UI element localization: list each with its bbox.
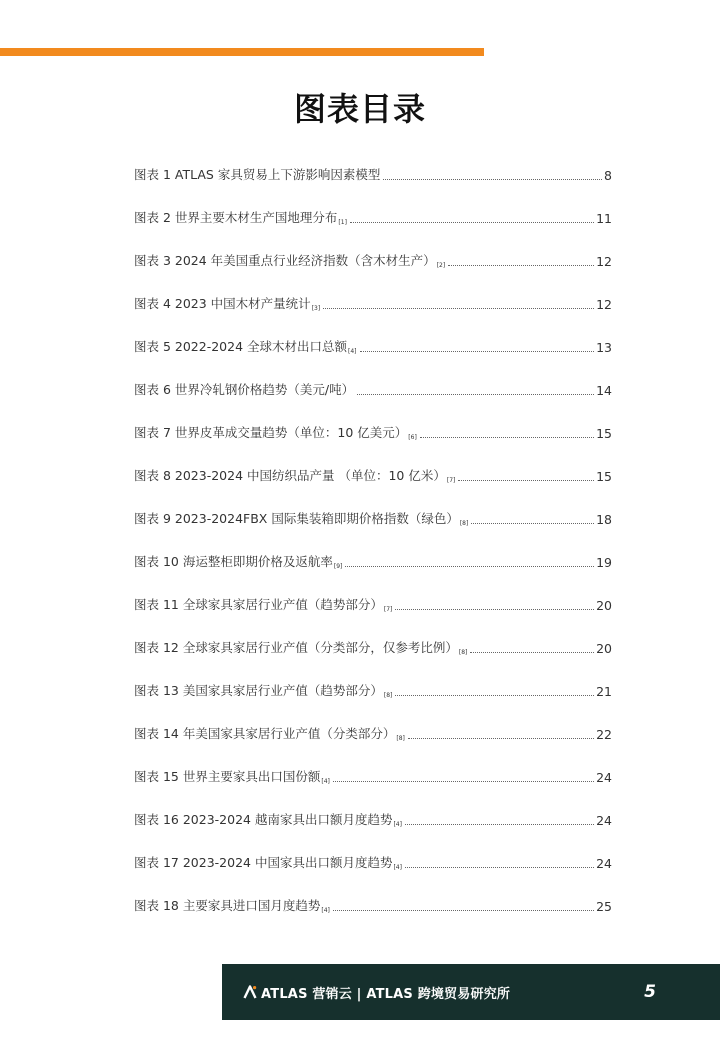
toc-entry[interactable] — [134, 711, 612, 754]
toc-dot-leader — [405, 824, 594, 825]
toc-entry-label: 图表 9 2023-2024FBX 国际集装箱即期价格指数（绿色） — [134, 511, 459, 526]
toc-entry[interactable] — [134, 797, 612, 840]
toc-entry-label: 图表 13 美国家具家居行业产值（趋势部分） — [134, 683, 383, 698]
toc-dot-leader — [395, 609, 594, 610]
toc-entry[interactable] — [134, 281, 612, 324]
toc-entry-label: 图表 11 全球家具家居行业产值（趋势部分） — [134, 597, 383, 612]
toc-entry-citation: [4] — [321, 907, 330, 914]
toc-entry-page: 11 — [596, 211, 612, 226]
toc-entry-label: 图表 8 2023-2024 中国纺织品产量 （单位：10 亿米） — [134, 468, 446, 483]
toc-dot-leader — [420, 437, 594, 438]
toc-entry-citation: [2] — [436, 262, 446, 269]
toc-dot-leader — [448, 265, 594, 266]
toc-entry-page: 14 — [596, 383, 612, 398]
toc-entry-citation: [8] — [458, 649, 468, 656]
atlas-logo-icon — [242, 984, 258, 1000]
toc-dot-leader — [360, 351, 595, 352]
toc-entry-page: 21 — [596, 684, 612, 699]
toc-entry-page: 20 — [596, 598, 612, 613]
toc-entry-citation: [4] — [393, 821, 402, 828]
toc-entry-page: 20 — [596, 641, 612, 656]
toc-dot-leader — [458, 480, 594, 481]
toc-entry-label: 图表 3 2024 年美国重点行业经济指数（含木材生产） — [134, 253, 436, 268]
toc-entry[interactable] — [134, 496, 612, 539]
toc-entry[interactable] — [134, 238, 612, 281]
toc-entry-citation: [8] — [396, 735, 405, 742]
toc-entry-label: 图表 1 ATLAS 家具贸易上下游影响因素模型 — [134, 167, 381, 182]
toc-entry[interactable] — [134, 883, 612, 926]
toc-dot-leader — [408, 738, 594, 739]
toc-dot-leader — [333, 781, 594, 782]
toc-entry-label: 图表 18 主要家具进口国月度趋势 — [134, 898, 321, 913]
toc-entry-label: 图表 2 世界主要木材生产国地理分布 — [134, 210, 338, 225]
toc-entry-page: 19 — [596, 555, 612, 570]
toc-entry[interactable] — [134, 195, 612, 238]
toc-entry[interactable] — [134, 840, 612, 883]
toc-dot-leader — [470, 652, 594, 653]
toc-entry-citation: [7] — [446, 477, 456, 484]
toc-dot-leader — [405, 867, 594, 868]
toc-entry-label: 图表 16 2023-2024 越南家具出口额月度趋势 — [134, 812, 393, 827]
toc-entry-page: 22 — [596, 727, 612, 742]
toc-entry-page: 24 — [596, 813, 612, 828]
toc-entry[interactable] — [134, 453, 612, 496]
toc-entry[interactable] — [134, 367, 612, 410]
toc-entry-citation: [4] — [393, 864, 402, 871]
toc-entry[interactable] — [134, 324, 612, 367]
footer-brand: ATLAS 营销云 | ATLAS 跨境贸易研究所 — [261, 986, 511, 1002]
toc-entry-citation: [9] — [333, 563, 343, 570]
toc-entry-label: 图表 6 世界冷轧钢价格趋势（美元/吨） — [134, 382, 355, 397]
toc-dot-leader — [350, 222, 594, 223]
toc-dot-leader — [333, 910, 594, 911]
toc-entry[interactable] — [134, 410, 612, 453]
toc-dot-leader — [471, 523, 594, 524]
toc-entry-page: 24 — [596, 770, 612, 785]
toc-entry-page: 8 — [604, 168, 612, 183]
toc-entry-label: 图表 17 2023-2024 中国家具出口额月度趋势 — [134, 855, 393, 870]
toc-entry-citation: [7] — [383, 606, 393, 613]
footer-page-number: 5 — [644, 982, 656, 1002]
toc-entry[interactable] — [134, 668, 612, 711]
figure-toc-list — [134, 152, 612, 926]
toc-entry-citation: [3] — [311, 305, 321, 312]
toc-entry-page: 12 — [596, 297, 612, 312]
toc-dot-leader — [345, 566, 594, 567]
toc-entry-label: 图表 12 全球家具家居行业产值（分类部分，仅参考比例） — [134, 640, 458, 655]
toc-entry-page: 15 — [596, 469, 612, 484]
toc-entry-page: 12 — [596, 254, 612, 269]
toc-entry-label: 图表 10 海运整柜即期价格及返航率 — [134, 554, 333, 569]
toc-entry-citation: [8] — [383, 692, 393, 699]
toc-entry-citation: [4] — [321, 778, 330, 785]
toc-entry-label: 图表 7 世界皮革成交量趋势（单位：10 亿美元） — [134, 425, 408, 440]
toc-entry-citation: [1] — [338, 219, 347, 226]
toc-entry-label: 图表 15 世界主要家具出口国份额 — [134, 769, 321, 784]
toc-entry[interactable] — [134, 582, 612, 625]
toc-entry-page: 25 — [596, 899, 612, 914]
toc-entry-label: 图表 5 2022-2024 全球木材出口总额 — [134, 339, 348, 354]
toc-dot-leader — [357, 394, 594, 395]
page-title: 图表目录 — [293, 90, 426, 128]
toc-entry-label: 图表 14 年美国家具家居行业产值（分类部分） — [134, 726, 396, 741]
toc-entry-citation: [8] — [459, 520, 469, 527]
toc-entry-page: 15 — [596, 426, 612, 441]
toc-entry-label: 图表 4 2023 中国木材产量统计 — [134, 296, 311, 311]
toc-dot-leader — [383, 179, 602, 180]
toc-entry[interactable] — [134, 152, 612, 195]
toc-entry[interactable] — [134, 754, 612, 797]
toc-entry-page: 24 — [596, 856, 612, 871]
toc-entry[interactable] — [134, 625, 612, 668]
toc-entry[interactable] — [134, 539, 612, 582]
toc-dot-leader — [323, 308, 594, 309]
toc-entry-page: 18 — [596, 512, 612, 527]
header-accent-bar — [0, 48, 484, 56]
toc-entry-citation: [4] — [348, 348, 357, 355]
toc-entry-page: 13 — [596, 340, 612, 355]
footer-bar — [222, 964, 720, 1020]
toc-entry-citation: [6] — [408, 434, 417, 441]
toc-dot-leader — [395, 695, 594, 696]
